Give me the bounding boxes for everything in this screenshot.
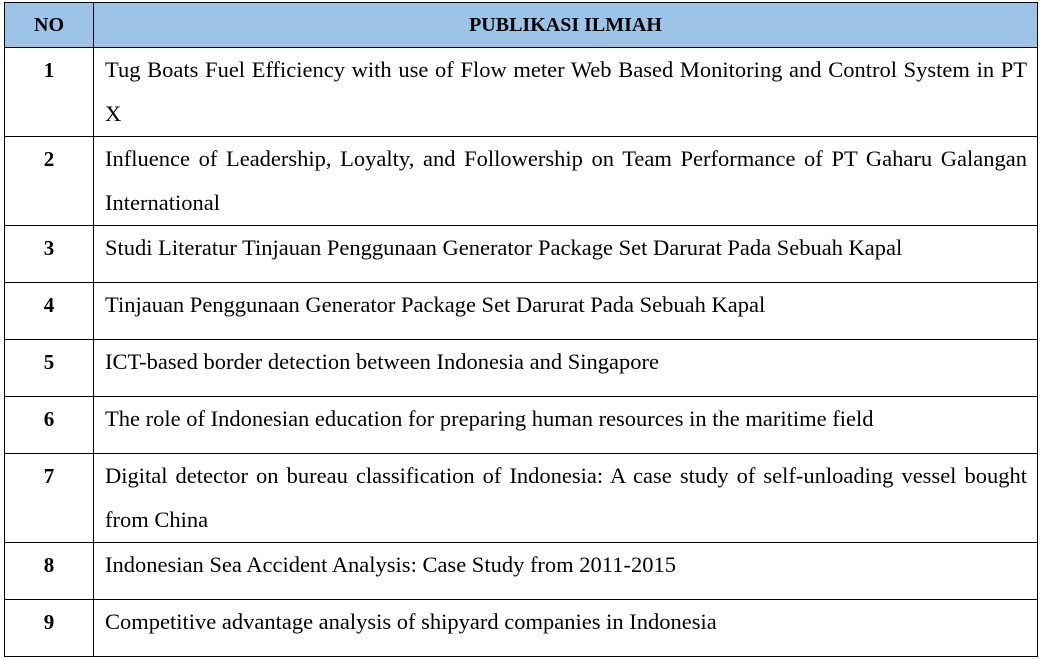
publication-title: Indonesian Sea Accident Analysis: Case Study from 2011-2015 <box>94 543 1038 600</box>
table-row <box>5 137 1038 226</box>
row-number: 8 <box>5 543 94 600</box>
row-number: 3 <box>5 226 94 283</box>
table-header-row <box>5 3 1038 48</box>
row-number: 7 <box>5 454 94 543</box>
table-row <box>5 283 1038 340</box>
table-row <box>5 226 1038 283</box>
row-number: 1 <box>5 48 94 137</box>
table-row <box>5 397 1038 454</box>
publication-title: Tug Boats Fuel Efficiency with use of Flow meter Web Based Monitoring and Control System in PT X <box>94 48 1038 137</box>
header-no: NO <box>5 3 94 48</box>
table-row <box>5 543 1038 600</box>
row-number: 4 <box>5 283 94 340</box>
table-row <box>5 48 1038 137</box>
publication-title: Competitive advantage analysis of shipyard companies in Indonesia <box>94 600 1038 657</box>
publication-table <box>4 2 1038 657</box>
publication-title: Digital detector on bureau classification of Indonesia: A case study of self-unloading vessel bought from China <box>94 454 1038 543</box>
publication-title: Influence of Leadership, Loyalty, and Followership on Team Performance of PT Gaharu Galangan International <box>94 137 1038 226</box>
publication-title: ICT-based border detection between Indonesia and Singapore <box>94 340 1038 397</box>
header-publikasi-ilmiah: PUBLIKASI ILMIAH <box>94 3 1038 48</box>
row-number: 2 <box>5 137 94 226</box>
table-row <box>5 454 1038 543</box>
publication-title: Studi Literatur Tinjauan Penggunaan Generator Package Set Darurat Pada Sebuah Kapal <box>94 226 1038 283</box>
row-number: 6 <box>5 397 94 454</box>
publication-title: Tinjauan Penggunaan Generator Package Set Darurat Pada Sebuah Kapal <box>94 283 1038 340</box>
row-number: 5 <box>5 340 94 397</box>
row-number: 9 <box>5 600 94 657</box>
publication-title: The role of Indonesian education for preparing human resources in the maritime field <box>94 397 1038 454</box>
table-row <box>5 600 1038 657</box>
table-row <box>5 340 1038 397</box>
